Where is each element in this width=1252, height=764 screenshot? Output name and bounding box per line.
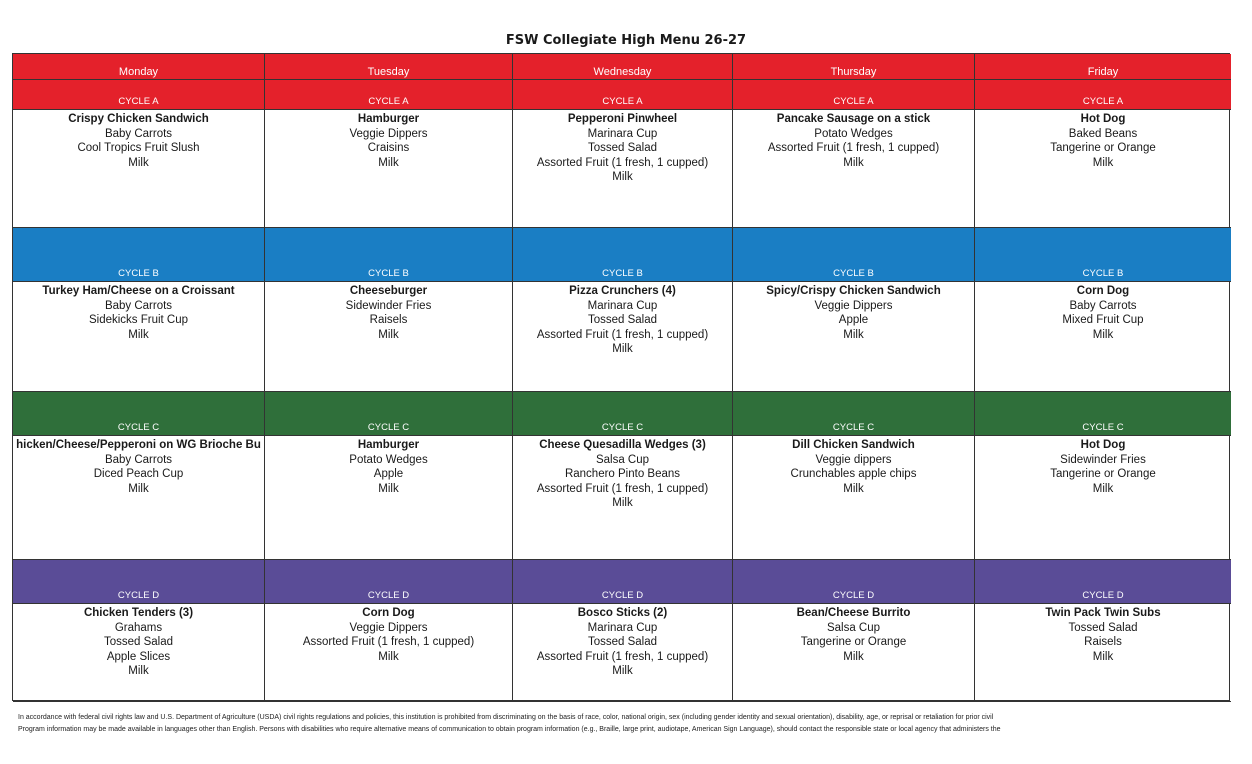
menu-cell — [975, 282, 1231, 392]
side-item: Milk — [378, 328, 399, 341]
side-item: Craisins — [367, 142, 410, 154]
cycle-band — [265, 80, 513, 110]
side-item: Milk — [843, 482, 864, 495]
cycle-label: CYCLE D — [367, 590, 410, 601]
menu-grid — [12, 53, 1230, 701]
cycle-label: CYCLE B — [118, 268, 159, 279]
cycle-label: CYCLE D — [117, 590, 160, 601]
cycle-label: CYCLE A — [368, 96, 409, 107]
entree-item: Hot Dog — [1080, 439, 1126, 451]
menu-cell — [13, 282, 265, 392]
menu-cell — [513, 110, 733, 228]
side-item: Baby Carrots — [1069, 299, 1137, 312]
side-item: Baked Beans — [1068, 127, 1138, 140]
side-item: Assorted Fruit (1 fresh, 1 cupped) — [536, 650, 709, 663]
side-item: Baby Carrots — [104, 299, 173, 312]
cycle-label: CYCLE A — [118, 96, 159, 107]
cycle-label: CYCLE D — [1082, 590, 1124, 601]
side-item: Salsa Cup — [595, 453, 650, 466]
entree-item: Pepperoni Pinwheel — [567, 113, 678, 125]
menu-cell — [13, 110, 265, 228]
side-item: Veggie Dippers — [349, 127, 428, 140]
side-item: Milk — [1092, 482, 1114, 495]
menu-cell — [733, 110, 975, 228]
menu-cell — [265, 604, 513, 702]
entree-item: Hot Dog — [1080, 113, 1126, 125]
cycle-label: CYCLE D — [601, 590, 644, 601]
cycle-band — [975, 228, 1231, 282]
side-item: Milk — [1092, 328, 1114, 341]
side-item: Sidewinder Fries — [1060, 453, 1146, 466]
cycle-label: CYCLE D — [832, 590, 875, 601]
entree-item: Corn Dog — [362, 607, 415, 619]
side-item: Milk — [128, 665, 149, 677]
civil-rights-notice — [18, 712, 1240, 736]
side-item: Veggie Dippers — [349, 621, 428, 634]
entree-item: Cheeseburger — [349, 285, 428, 297]
cycle-label: CYCLE B — [1082, 268, 1124, 279]
entree-item: hicken/Cheese/Pepperoni on WG Brioche Bu — [16, 439, 261, 451]
side-item: Milk — [843, 328, 864, 341]
cycle-label: CYCLE A — [1082, 96, 1124, 107]
side-item: Milk — [378, 650, 399, 663]
side-item: Tangerine or Orange — [800, 636, 907, 648]
side-item: Milk — [1092, 156, 1114, 169]
cycle-band — [13, 560, 265, 604]
cycle-band — [13, 228, 265, 282]
side-item: Crunchables apple chips — [790, 468, 917, 480]
side-item: Tossed Salad — [587, 142, 658, 154]
entree-item: Dill Chicken Sandwich — [792, 439, 915, 451]
side-item: Tossed Salad — [103, 636, 174, 648]
side-item: Tangerine or Orange — [1050, 142, 1156, 154]
side-item: Baby Carrots — [104, 127, 173, 140]
menu-cell — [13, 604, 265, 702]
cycle-band — [513, 560, 733, 604]
cycle-label: CYCLE C — [117, 422, 160, 433]
cycle-label: CYCLE A — [602, 96, 643, 107]
menu-cell — [975, 110, 1231, 228]
cycle-label: CYCLE C — [1082, 422, 1124, 433]
side-item: Potato Wedges — [814, 127, 893, 140]
cycle-band — [13, 80, 265, 110]
side-item: Milk — [1092, 650, 1114, 663]
cycle-band — [733, 560, 975, 604]
cycle-label: CYCLE A — [833, 96, 874, 107]
cycle-band — [975, 80, 1231, 110]
cycle-band — [265, 228, 513, 282]
side-item: Milk — [612, 343, 633, 355]
entree-item: Bean/Cheese Burrito — [796, 607, 911, 619]
side-item: Marinara Cup — [587, 127, 658, 140]
side-item: Milk — [128, 156, 149, 169]
entree-item: Cheese Quesadilla Wedges (3) — [539, 439, 706, 451]
entree-item: Hamburger — [357, 439, 420, 451]
menu-cell — [513, 282, 733, 392]
cycle-label: CYCLE B — [602, 268, 643, 279]
side-item: Salsa Cup — [826, 621, 881, 634]
side-item: Raisels — [369, 314, 408, 326]
side-item: Assorted Fruit (1 fresh, 1 cupped) — [536, 482, 709, 495]
side-item: Marinara Cup — [587, 621, 658, 634]
entree-item: Crispy Chicken Sandwich — [68, 113, 209, 125]
entree-item: Pancake Sausage on a stick — [776, 113, 931, 125]
cycle-label: CYCLE B — [833, 268, 874, 279]
day-header-friday: Friday — [975, 54, 1231, 80]
menu-cell — [733, 282, 975, 392]
entree-item: Bosco Sticks (2) — [577, 607, 668, 619]
side-item: Diced Peach Cup — [93, 468, 184, 480]
cycle-band — [975, 560, 1231, 604]
side-item: Assorted Fruit (1 fresh, 1 cupped) — [767, 142, 940, 154]
side-item: Tangerine or Orange — [1050, 468, 1156, 480]
side-item: Assorted Fruit (1 fresh, 1 cupped) — [536, 156, 709, 169]
cycle-band — [733, 392, 975, 436]
side-item: Raisels — [1084, 636, 1122, 648]
menu-cell — [975, 436, 1231, 560]
side-item: Milk — [378, 482, 399, 495]
side-item: Sidewinder Fries — [345, 299, 432, 312]
side-item: Milk — [843, 156, 864, 169]
side-item: Cool Tropics Fruit Slush — [77, 142, 200, 154]
side-item: Sidekicks Fruit Cup — [88, 314, 189, 326]
cycle-band — [513, 228, 733, 282]
menu-cell — [13, 436, 265, 560]
side-item: Milk — [612, 665, 633, 677]
day-header-wednesday: Wednesday — [513, 54, 733, 80]
day-header-thursday: Thursday — [733, 54, 975, 80]
side-item: Apple — [373, 468, 404, 480]
cycle-band — [733, 228, 975, 282]
menu-cell — [265, 282, 513, 392]
cycle-band — [513, 80, 733, 110]
cycle-label: CYCLE C — [367, 422, 410, 433]
cycle-band — [975, 392, 1231, 436]
entree-item: Twin Pack Twin Subs — [1045, 607, 1161, 619]
menu-cell — [733, 604, 975, 702]
footer-line: In accordance with federal civil rights law and U.S. Department of Agriculture (USDA) civil rights regulations and policies, this institution is prohibited from discriminating on the basis of race, color, national origin, sex (including gender identity and sexual orientation), disability, age, or reprisal or retaliation for prior civil — [18, 714, 994, 721]
cycle-label: CYCLE C — [601, 422, 644, 433]
entree-item: Pizza Crunchers (4) — [569, 285, 676, 297]
cycle-band — [265, 560, 513, 604]
side-item: Mixed Fruit Cup — [1062, 314, 1144, 326]
side-item: Apple Slices — [106, 650, 171, 663]
side-item: Veggie Dippers — [814, 299, 893, 312]
side-item: Apple — [838, 314, 869, 326]
side-item: Milk — [378, 156, 399, 169]
side-item: Assorted Fruit (1 fresh, 1 cupped) — [302, 636, 475, 648]
side-item: Veggie dippers — [815, 453, 892, 466]
side-item: Marinara Cup — [587, 299, 658, 312]
day-header-tuesday: Tuesday — [265, 54, 513, 80]
entree-item: Spicy/Crispy Chicken Sandwich — [766, 285, 941, 297]
side-item: Tossed Salad — [587, 314, 658, 326]
cycle-band — [733, 80, 975, 110]
side-item: Potato Wedges — [349, 453, 428, 466]
menu-cell — [513, 436, 733, 560]
side-item: Tossed Salad — [1068, 621, 1138, 634]
menu-cell — [733, 436, 975, 560]
entree-item: Corn Dog — [1076, 285, 1130, 297]
day-header-monday: Monday — [13, 54, 265, 80]
page-title: FSW Collegiate High Menu 26-27 — [505, 33, 747, 48]
side-item: Grahams — [114, 621, 163, 634]
side-item: Tossed Salad — [587, 636, 658, 648]
menu-cell — [513, 604, 733, 702]
side-item: Milk — [612, 497, 633, 509]
menu-cell — [265, 436, 513, 560]
entree-item: Turkey Ham/Cheese on a Croissant — [42, 285, 235, 297]
cycle-label: CYCLE C — [832, 422, 875, 433]
cycle-label: CYCLE B — [368, 268, 409, 279]
menu-cell — [265, 110, 513, 228]
side-item: Milk — [843, 650, 864, 663]
cycle-band — [265, 392, 513, 436]
entree-item: Hamburger — [357, 113, 420, 125]
cycle-band — [13, 392, 265, 436]
side-item: Ranchero Pinto Beans — [564, 468, 681, 480]
side-item: Assorted Fruit (1 fresh, 1 cupped) — [536, 328, 709, 341]
menu-cell — [975, 604, 1231, 702]
side-item: Milk — [128, 328, 149, 341]
side-item: Milk — [128, 482, 149, 495]
entree-item: Chicken Tenders (3) — [83, 607, 194, 619]
footer-line: Program information may be made available in languages other than English. Persons with disabilities who require alternative means of communication to obtain program information (e.g., Braille, large print, audiotape, American Sign Language), should contact the responsible state or local agency that administers the — [18, 726, 1001, 733]
cycle-band — [513, 392, 733, 436]
side-item: Baby Carrots — [104, 453, 173, 466]
side-item: Milk — [612, 171, 633, 183]
